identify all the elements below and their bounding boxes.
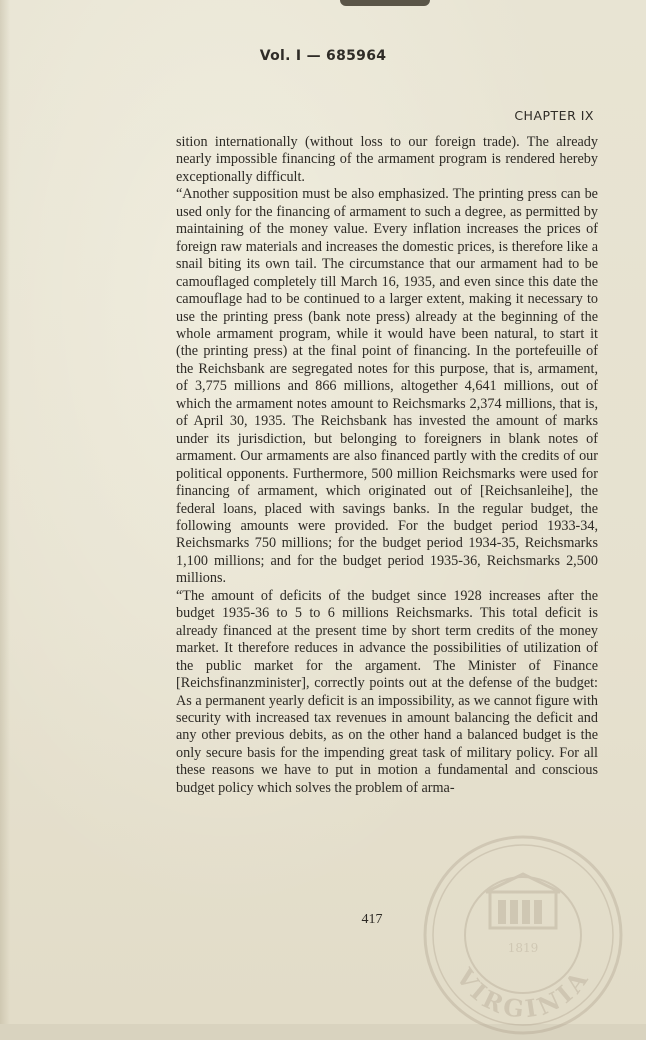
chapter-heading: CHAPTER IX — [514, 108, 594, 123]
paragraph: “The amount of deficits of the budget since 1928 increases after the budget 1935-36 to 5 to 6 millions Reichsmarks. This total deficit is already financed at the present time by short term credits of the money market. It therefore reduces in advance the possibilities of utilization of the public market for the argament. The Minister of Finance [Reichsfinanzminister], correctly points out at the defense of the budget: As a permanent yearly deficit is an impossibility, as we cannot figure with security with increased tax revenues in amount balancing the deficit and any other previous debits, as on the other hand a balanced budget is the only secure basis for the impending great task of military policy. For all these reasons we have to put in motion a fundamental and conscious budget policy which solves the problem of arma- — [176, 587, 598, 796]
volume-header: Vol. I — 685964 — [259, 48, 387, 64]
body-text — [176, 134, 598, 797]
paragraph: “Another supposition must be also emphasized. The printing press can be used only for the financing of armament to such a degree, as permitted by maintaining of the money value. Every inflation increases the prices of foreign raw materials and increases the domestic prices, is therefore like a snail biting its own tail. The circumstance that our armament had to be camouflaged completely till March 16, 1935, and even since this date the camouflage had to be continued to a larger extent, making it necessary to use the printing press (bank note press) already at the beginning of the whole armament program, while it would have been natural, to start it (the printing press) at the final point of financing. In the portefeuille of the Reichsbank are segregated notes for this purpose, that is, armament, of 3,775 millions and 866 millions, altogether 4,641 millions, out of which the armament notes amount to Reichsmarks 2,374 millions, that is, of April 30, 1935. The Reichsbank has invested the amount of marks under its jurisdiction, but belonging to foreigners in blank notes of armament. Our armaments are also financed partly with the credits of our political opponents. Furthermore, 500 million Reichsmarks were used for financing of armament, which originated out of [Reichsanleihe], the federal loans, placed with savings banks. In the regular budget, the following amounts were provided. For the budget period 1933-34, Reichsmarks 750 millions; for the budget period 1934-35, Reichsmarks 1,100 millions; and for the budget period 1935-36, Reichsmarks 2,500 millions. — [176, 186, 598, 587]
page-number: 417 — [361, 912, 383, 927]
university-seal-watermark — [418, 830, 628, 1040]
seal-text: VIRGINIA — [450, 962, 596, 1024]
seal-year: 1819 — [507, 941, 539, 955]
binding-tab — [340, 0, 430, 6]
paragraph: sition internationally (without loss to our foreign trade). The already nearly impossible financing of the armament program is rendered hereby exceptionally difficult. — [176, 134, 598, 185]
page-edge-shadow — [0, 0, 10, 1024]
